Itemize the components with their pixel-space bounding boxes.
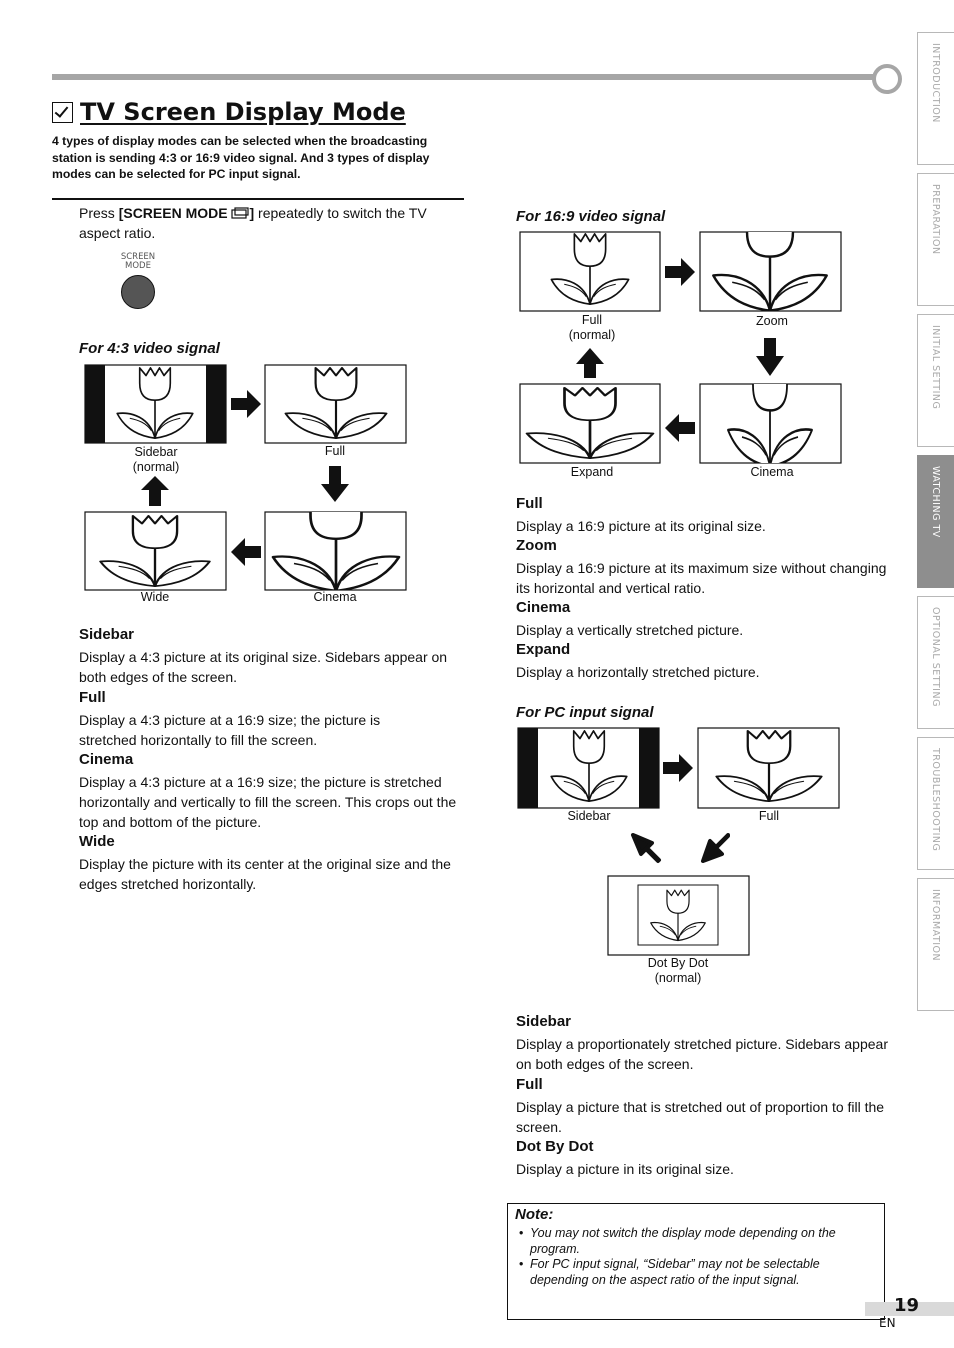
tab-preparation[interactable]: PREPARATION [917, 173, 954, 306]
term-full-pc: Full [516, 1076, 543, 1093]
term-wide: Wide [79, 833, 115, 850]
intro-text: 4 types of display modes can be selected when the broadcasting station is sending 4:3 or 16:9 video signal. And 3 types of display modes can be selected for PC input signal. [52, 134, 430, 181]
arrow-up-left-icon [633, 835, 659, 861]
checkbox-icon [52, 102, 73, 123]
arrow-right-icon [663, 754, 693, 782]
heading-pc: For PC input signal [516, 704, 654, 721]
arrow-down-icon [756, 338, 784, 376]
term-full-16-9: Full [516, 495, 543, 512]
tab-troubleshooting[interactable]: TROUBLESHOOTING [917, 737, 954, 870]
note-item: • You may not switch the display mode depending on the program. [514, 1226, 874, 1257]
desc-dot-by-dot: Display a picture in its original size. [516, 1161, 734, 1177]
heading-4-3: For 4:3 video signal [79, 340, 220, 357]
press-instruction: Press [SCREEN MODE ] repeatedly to switch the TV aspect ratio. [79, 205, 427, 241]
arrow-up-icon [141, 476, 169, 506]
header-rule [52, 74, 877, 80]
caption-full-16-9: Full (normal) [568, 313, 616, 342]
arrow-up-icon [576, 348, 604, 378]
desc-cinema: Display a 4:3 picture at a 16:9 size; the picture is stretched horizontally and vertically to fill the screen. This crops out the top and bottom of the picture. [79, 774, 457, 830]
caption-full-pc: Full [758, 809, 780, 823]
language-code: EN [879, 1316, 896, 1330]
term-dot-by-dot: Dot By Dot [516, 1138, 594, 1155]
term-expand: Expand [516, 641, 571, 658]
page-title-text: TV Screen Display Mode [80, 98, 406, 126]
term-zoom: Zoom [516, 537, 557, 554]
tab-optional-setting[interactable]: OPTIONAL SETTING [917, 596, 954, 729]
mode-cinema-16-9 [700, 363, 841, 466]
diagram-4-3 [84, 362, 410, 610]
caption-dot-by-dot: Dot By Dot (normal) [647, 956, 709, 985]
term-sidebar-pc: Sidebar [516, 1013, 572, 1030]
mode-expand-16-9 [520, 384, 660, 463]
page-number: 19 [894, 1295, 920, 1316]
desc-zoom: Display a 16:9 picture at its maximum size without changing its horizontal and vertical ratio. [516, 560, 887, 596]
mode-full-pc [698, 728, 839, 808]
mode-sidebar-pc [518, 728, 659, 808]
desc-full-16-9: Display a 16:9 picture at its original size. [516, 518, 766, 534]
arrow-left-icon [231, 538, 261, 566]
term-sidebar: Sidebar [79, 626, 135, 643]
caption-sidebar: Sidebar (normal) [132, 445, 180, 474]
caption-zoom: Zoom [756, 314, 788, 328]
mode-full-16-9 [520, 232, 660, 311]
term-full: Full [79, 689, 106, 706]
page-title [52, 98, 406, 126]
caption-cinema: Cinema [313, 590, 357, 604]
desc-wide: Display the picture with its center at the original size and the edges stretched horizontally. [79, 856, 451, 892]
term-cinema: Cinema [79, 751, 134, 768]
desc-expand: Display a horizontally stretched picture. [516, 664, 760, 680]
tab-information[interactable]: INFORMATION [917, 878, 954, 1011]
desc-sidebar: Display a 4:3 picture at its original size. Sidebars appear on both edges of the screen. [79, 649, 448, 685]
arrow-right-icon [665, 258, 695, 286]
desc-full-pc: Display a picture that is stretched out of proportion to fill the screen. [516, 1099, 885, 1135]
screen-mode-key: [SCREEN MODE ] [118, 205, 255, 221]
arrow-down-left-icon [703, 835, 728, 861]
caption-cinema-16-9: Cinema [750, 465, 794, 479]
mode-dot-by-dot-pc [608, 876, 749, 955]
tab-introduction[interactable]: INTRODUCTION [917, 32, 954, 165]
caption-wide: Wide [140, 590, 170, 604]
arrow-right-icon [231, 390, 261, 418]
arrow-down-icon [321, 466, 349, 502]
heading-16-9: For 16:9 video signal [516, 208, 666, 225]
mode-full-4-3 [265, 365, 406, 443]
term-cinema-16-9: Cinema [516, 599, 571, 616]
note-heading: Note: [515, 1206, 554, 1223]
diagram-16-9 [518, 230, 844, 466]
desc-full: Display a 4:3 picture at a 16:9 size; the picture is stretched horizontally to fill the screen. [79, 712, 381, 748]
caption-full: Full [324, 444, 346, 458]
tab-initial-setting[interactable]: INITIAL SETTING [917, 314, 954, 447]
header-circle [872, 64, 902, 94]
arrow-left-icon [665, 414, 695, 442]
diagram-pc [516, 726, 842, 961]
mode-wide-4-3 [85, 512, 226, 590]
desc-sidebar-pc: Display a proportionately stretched picture. Sidebars appear on both edges of the screen. [516, 1036, 888, 1072]
note-item: • For PC input signal, “Sidebar” may not be selectable depending on the aspect ratio of the input signal. [514, 1257, 874, 1288]
mode-sidebar-4-3 [85, 365, 226, 443]
desc-cinema-16-9: Display a vertically stretched picture. [516, 622, 744, 638]
mode-zoom-16-9 [700, 230, 841, 311]
note-box [507, 1203, 885, 1320]
mode-cinema-4-3 [265, 495, 406, 591]
caption-expand: Expand [570, 465, 614, 479]
note-list [514, 1226, 874, 1288]
screen-mode-remote-button [121, 275, 155, 309]
section-divider [52, 198, 464, 200]
caption-sidebar-pc: Sidebar [567, 809, 611, 823]
remote-button-label: SCREEN MODE [120, 252, 156, 271]
screen-mode-icon [231, 207, 249, 219]
tab-watching-tv[interactable]: WATCHING TV [917, 455, 954, 588]
